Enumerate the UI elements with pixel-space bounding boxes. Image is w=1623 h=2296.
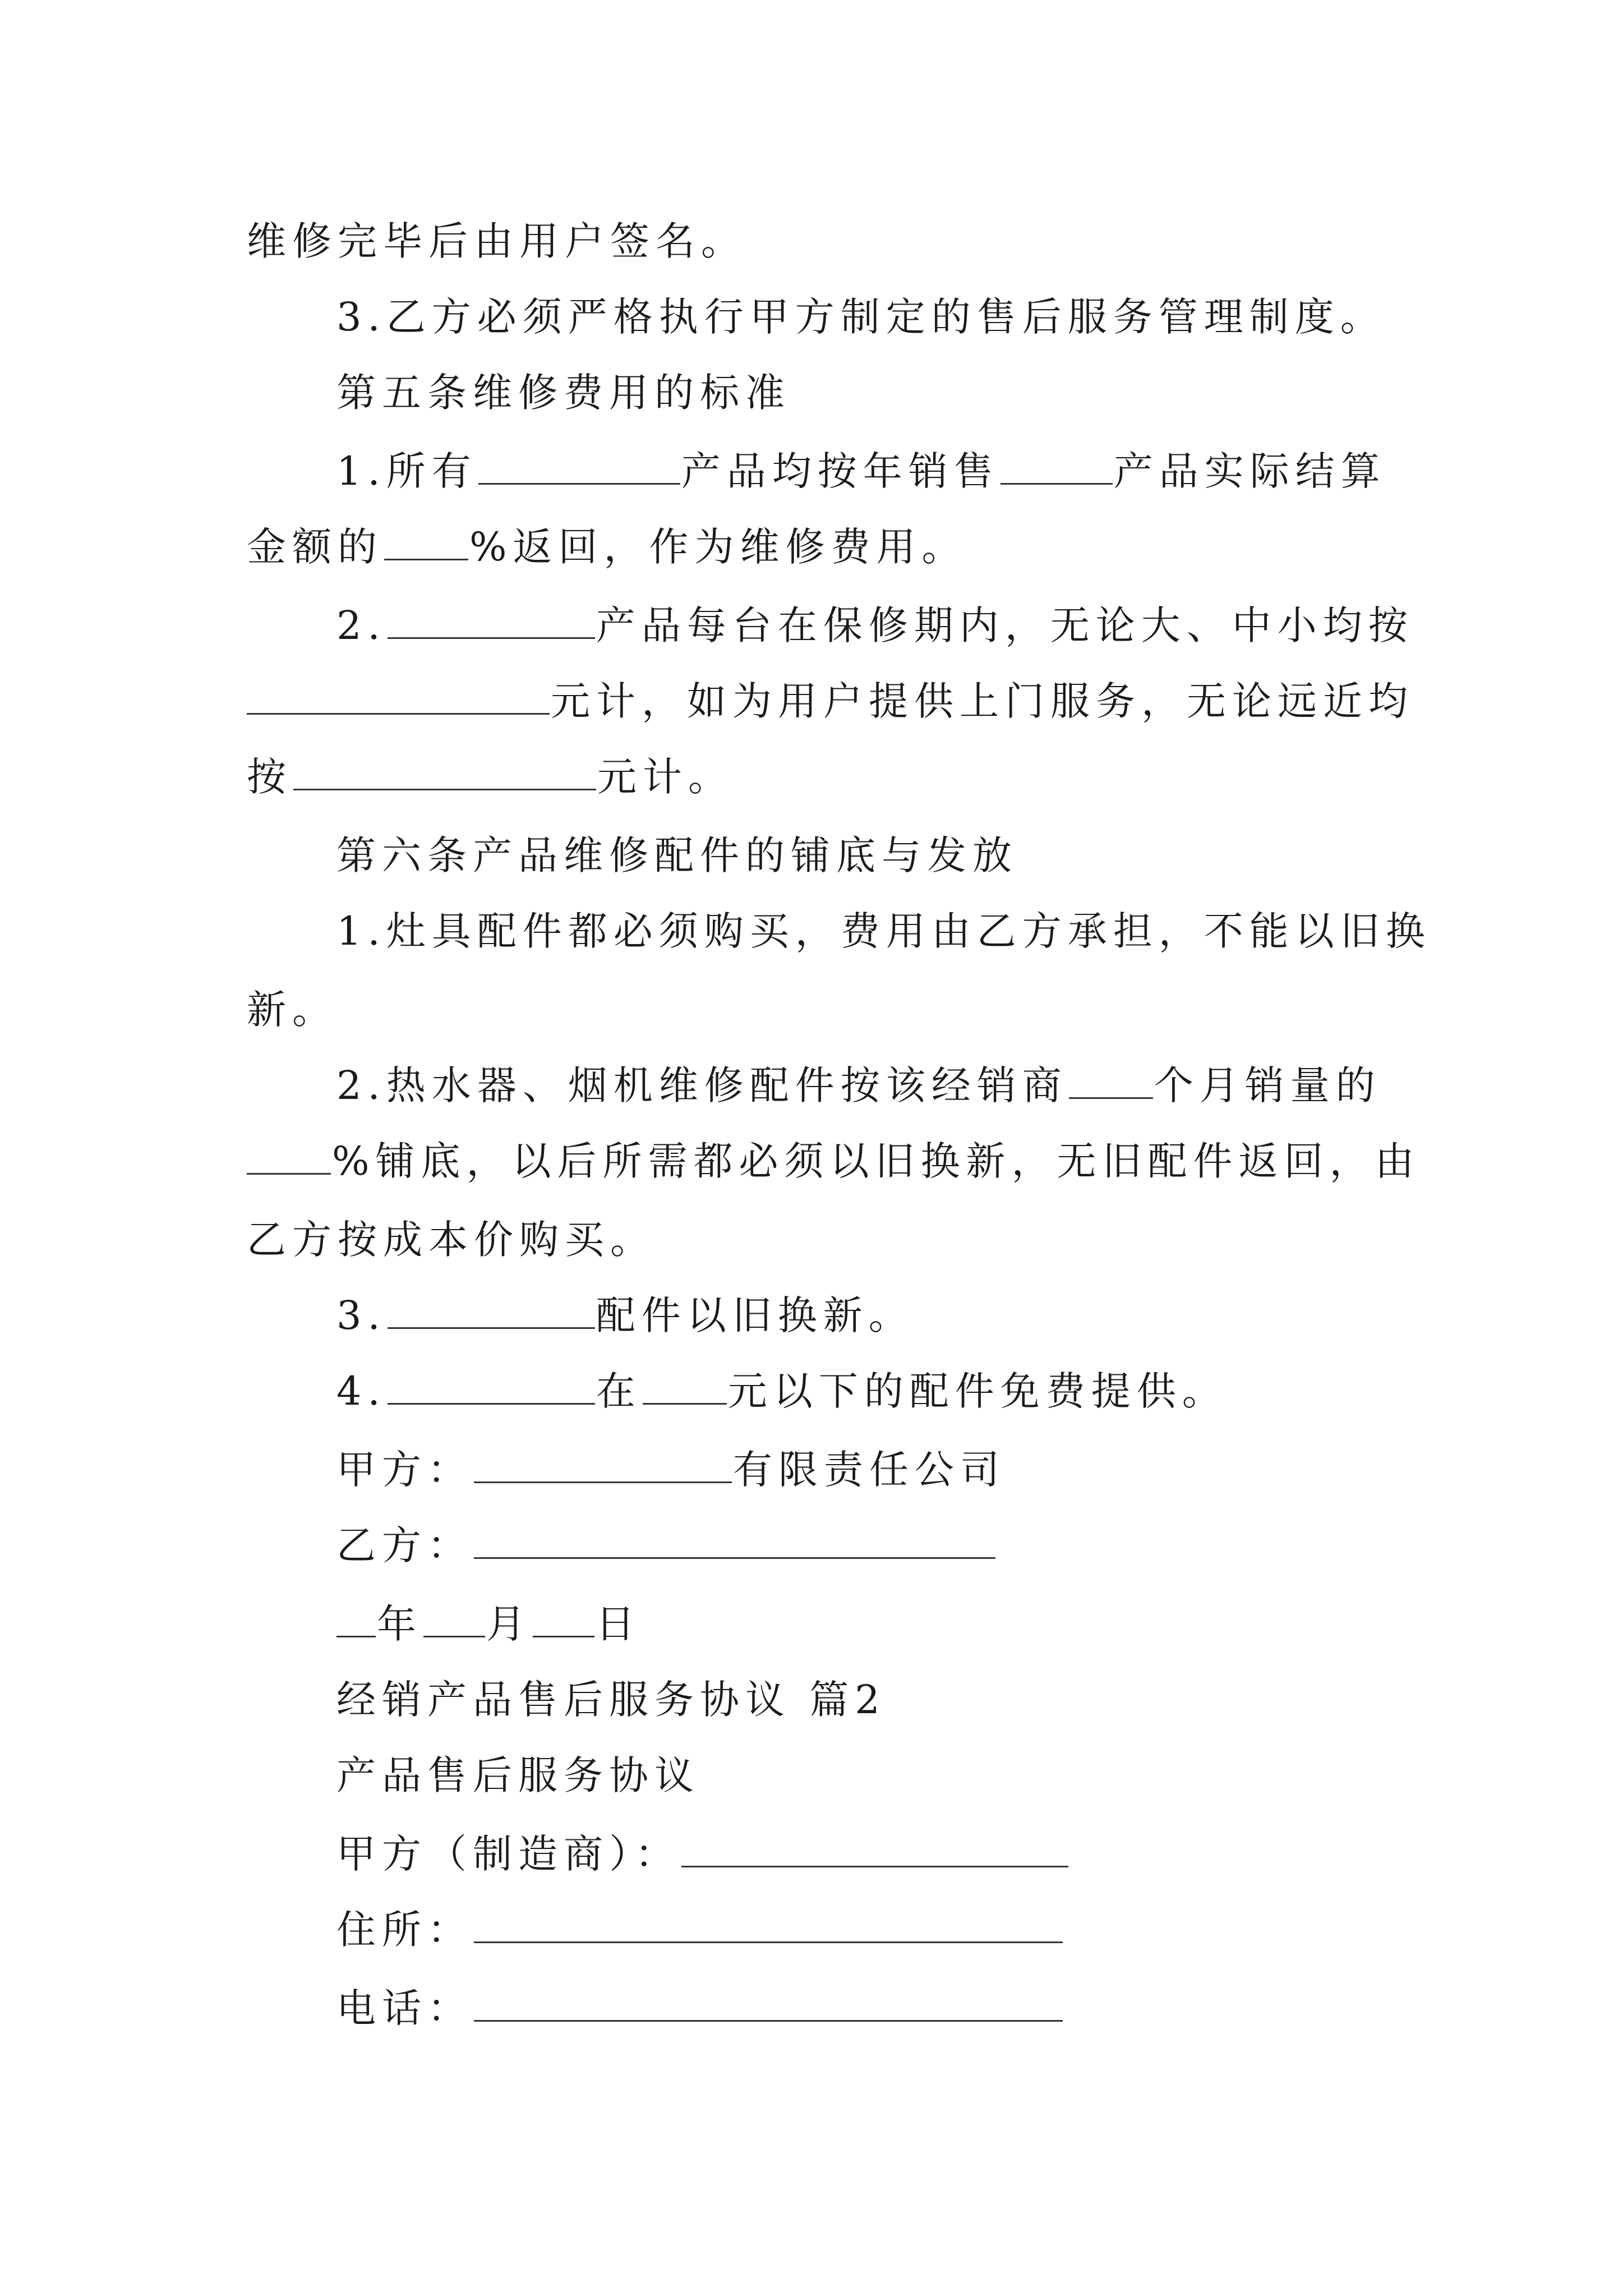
text: 元计，如为用户提供上门服务，无论远近均: [551, 678, 1414, 724]
text: 元计。: [597, 754, 734, 800]
paragraph-line: [336, 289, 1386, 345]
text: 日: [596, 1601, 641, 1647]
blank-field: [681, 1831, 1068, 1867]
text: 年: [377, 1601, 422, 1647]
text: 甲方（制造商）：: [336, 1831, 680, 1877]
text: 元以下的配件免费提供。: [727, 1368, 1228, 1414]
blank-field: [478, 448, 680, 485]
date-line: [336, 1596, 641, 1652]
text: 第六条产品维修配件的铺底与发放: [336, 832, 1018, 878]
text: 在: [596, 1368, 642, 1414]
section-heading: [336, 827, 1018, 884]
text: %返回，作为维修费用。: [469, 524, 967, 570]
blank-field: [1069, 1062, 1153, 1099]
text: 按: [247, 754, 292, 800]
text: 3.乙方必须严格执行甲方制定的售后服务管理制度。: [336, 294, 1386, 340]
text: 3.: [336, 1292, 386, 1338]
text: 金额的: [247, 524, 383, 570]
paragraph-line: [247, 749, 734, 805]
blank-field: [388, 1292, 595, 1329]
blank-field: [247, 678, 550, 715]
paragraph-line: [336, 1057, 1381, 1114]
text: %铺底，以后所需都必须以旧换新，无旧配件返回，由: [332, 1138, 1421, 1184]
blank-field: [474, 1447, 732, 1483]
party-line: [336, 1826, 1069, 1882]
text: 月: [486, 1601, 532, 1647]
blank-field: [474, 1522, 995, 1559]
paragraph-line: [247, 213, 746, 269]
text: 4.: [336, 1368, 386, 1414]
blank-field: [336, 1601, 376, 1637]
paragraph-line: [247, 1133, 1421, 1189]
text: 1.灶具配件都必须购买，费用由乙方承担，不能以旧换: [336, 908, 1431, 954]
paragraph-line: [336, 443, 1391, 499]
blank-field: [388, 602, 595, 639]
party-line: [336, 1980, 1064, 2036]
blank-field: [384, 524, 468, 560]
section-heading: [336, 365, 791, 421]
paragraph-line: [247, 519, 967, 575]
text: 配件以旧换新。: [596, 1292, 914, 1338]
section-title: [336, 1747, 700, 1803]
signature-line: [336, 1517, 997, 1573]
paragraph-line: [247, 1212, 656, 1268]
paragraph-line: [336, 903, 1431, 959]
blank-field: [533, 1601, 594, 1637]
blank-field: [643, 1368, 727, 1405]
text: 乙方按成本价购买。: [247, 1217, 656, 1263]
blank-field: [1000, 448, 1113, 485]
paragraph-line: [247, 982, 338, 1038]
text: 产品均按年销售: [681, 448, 999, 494]
section-title: [336, 1672, 886, 1728]
blank-field: [388, 1368, 595, 1405]
text: 产品售后服务协议: [336, 1752, 700, 1798]
text: 维修完毕后由用户签名。: [247, 218, 746, 264]
text: 2.热水器、烟机维修配件按该经销商: [336, 1062, 1068, 1108]
blank-field: [474, 1907, 1063, 1943]
text: 住所：: [336, 1907, 473, 1953]
text: 经销产品售后服务协议 篇2: [336, 1677, 886, 1723]
blank-field: [293, 754, 596, 790]
signature-line: [336, 1442, 1006, 1498]
text: 乙方：: [336, 1522, 473, 1568]
text: 2.: [336, 602, 386, 648]
text: 个月销量的: [1154, 1062, 1381, 1108]
text: 第五条维修费用的标准: [336, 370, 791, 416]
paragraph-line: [247, 673, 1414, 729]
text: 甲方：: [336, 1447, 473, 1493]
blank-field: [423, 1601, 485, 1637]
blank-field: [247, 1138, 331, 1175]
text: 1.所有: [336, 448, 477, 494]
blank-field: [474, 1985, 1063, 2022]
party-line: [336, 1902, 1064, 1958]
paragraph-line: [336, 597, 1414, 654]
paragraph-line: [336, 1287, 914, 1343]
paragraph-line: [336, 1363, 1228, 1419]
text: 电话：: [336, 1985, 473, 2031]
text: 产品实际结算: [1113, 448, 1386, 494]
text: 新。: [247, 987, 338, 1033]
text: 产品每台在保修期内，无论大、中小均按: [596, 602, 1414, 648]
text: 有限责任公司: [733, 1447, 1006, 1493]
